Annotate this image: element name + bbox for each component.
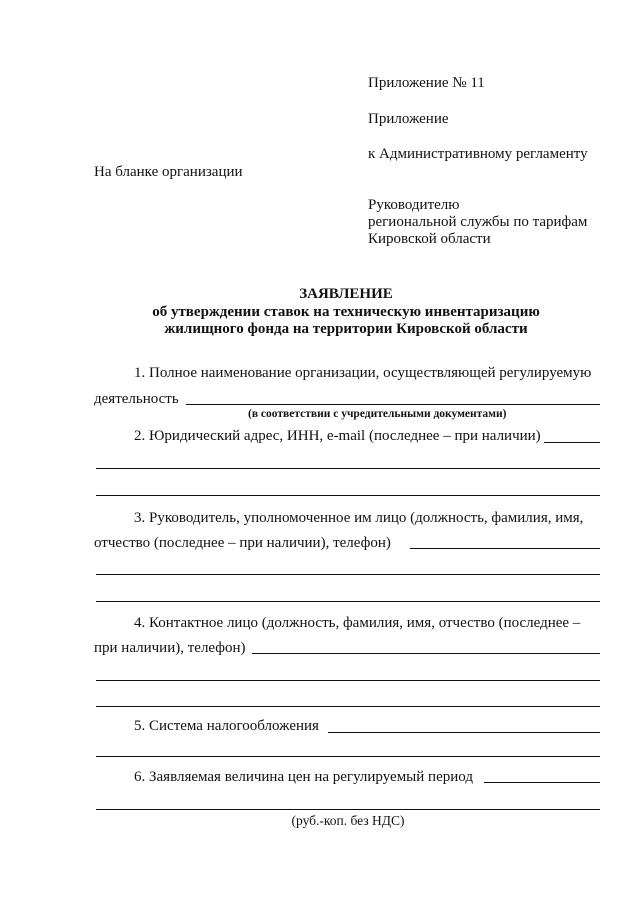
- addressee-line-2: региональной службы по тарифам: [368, 214, 588, 230]
- item-1-line-1: 1. Полное наименование организации, осуществляющей регулируемую: [134, 365, 592, 381]
- item-5-label: 5. Система налогообложения: [134, 718, 319, 734]
- item-6-label: 6. Заявляемая величина цен на регулируемый период: [134, 769, 473, 785]
- item-5-blank-line[interactable]: [96, 756, 600, 757]
- item-1-line-2: деятельность: [94, 391, 179, 407]
- item-6-blank-line[interactable]: [96, 809, 600, 810]
- item-4-blank-inline[interactable]: [252, 653, 600, 654]
- item-2-blank-inline[interactable]: [544, 442, 600, 443]
- item-2-label: 2. Юридический адрес, ИНН, e-mail (последнее – при наличии): [134, 428, 541, 444]
- item-4-blank-line-1[interactable]: [96, 680, 600, 681]
- item-6-note: (руб.-коп. без НДС): [291, 813, 405, 828]
- item-3-blank-line-2[interactable]: [96, 601, 600, 602]
- addressee-line-1: Руководителю: [368, 197, 460, 213]
- item-4-line-2: при наличии), телефон): [94, 640, 246, 656]
- item-3-blank-inline[interactable]: [410, 548, 600, 549]
- regulation-reference: к Административному регламенту: [368, 146, 588, 162]
- item-6-blank-inline[interactable]: [484, 782, 600, 783]
- letterhead-note: На бланке организации: [94, 164, 243, 180]
- item-1-note: (в соответствии с учредительными документами): [248, 408, 507, 420]
- document-title: ЗАЯВЛЕНИЕ: [299, 286, 393, 302]
- item-3-line-2: отчество (последнее – при наличии), телефон): [94, 535, 391, 551]
- document-subtitle-line-2: жилищного фонда на территории Кировской области: [164, 321, 528, 337]
- item-4-line-1: 4. Контактное лицо (должность, фамилия, имя, отчество (последнее –: [134, 615, 581, 631]
- document-subtitle-line-1: об утверждении ставок на техническую инвентаризацию: [152, 304, 540, 320]
- item-5-blank-inline[interactable]: [328, 732, 600, 733]
- addressee-line-3: Кировской области: [368, 231, 491, 247]
- appendix-label: Приложение: [368, 111, 449, 127]
- item-2-blank-line-2[interactable]: [96, 495, 600, 496]
- appendix-number: Приложение № 11: [368, 75, 485, 91]
- item-3-line-1: 3. Руководитель, уполномоченное им лицо (должность, фамилия, имя,: [134, 510, 584, 526]
- item-3-blank-line-1[interactable]: [96, 574, 600, 575]
- item-2-blank-line-1[interactable]: [96, 468, 600, 469]
- item-4-blank-line-2[interactable]: [96, 706, 600, 707]
